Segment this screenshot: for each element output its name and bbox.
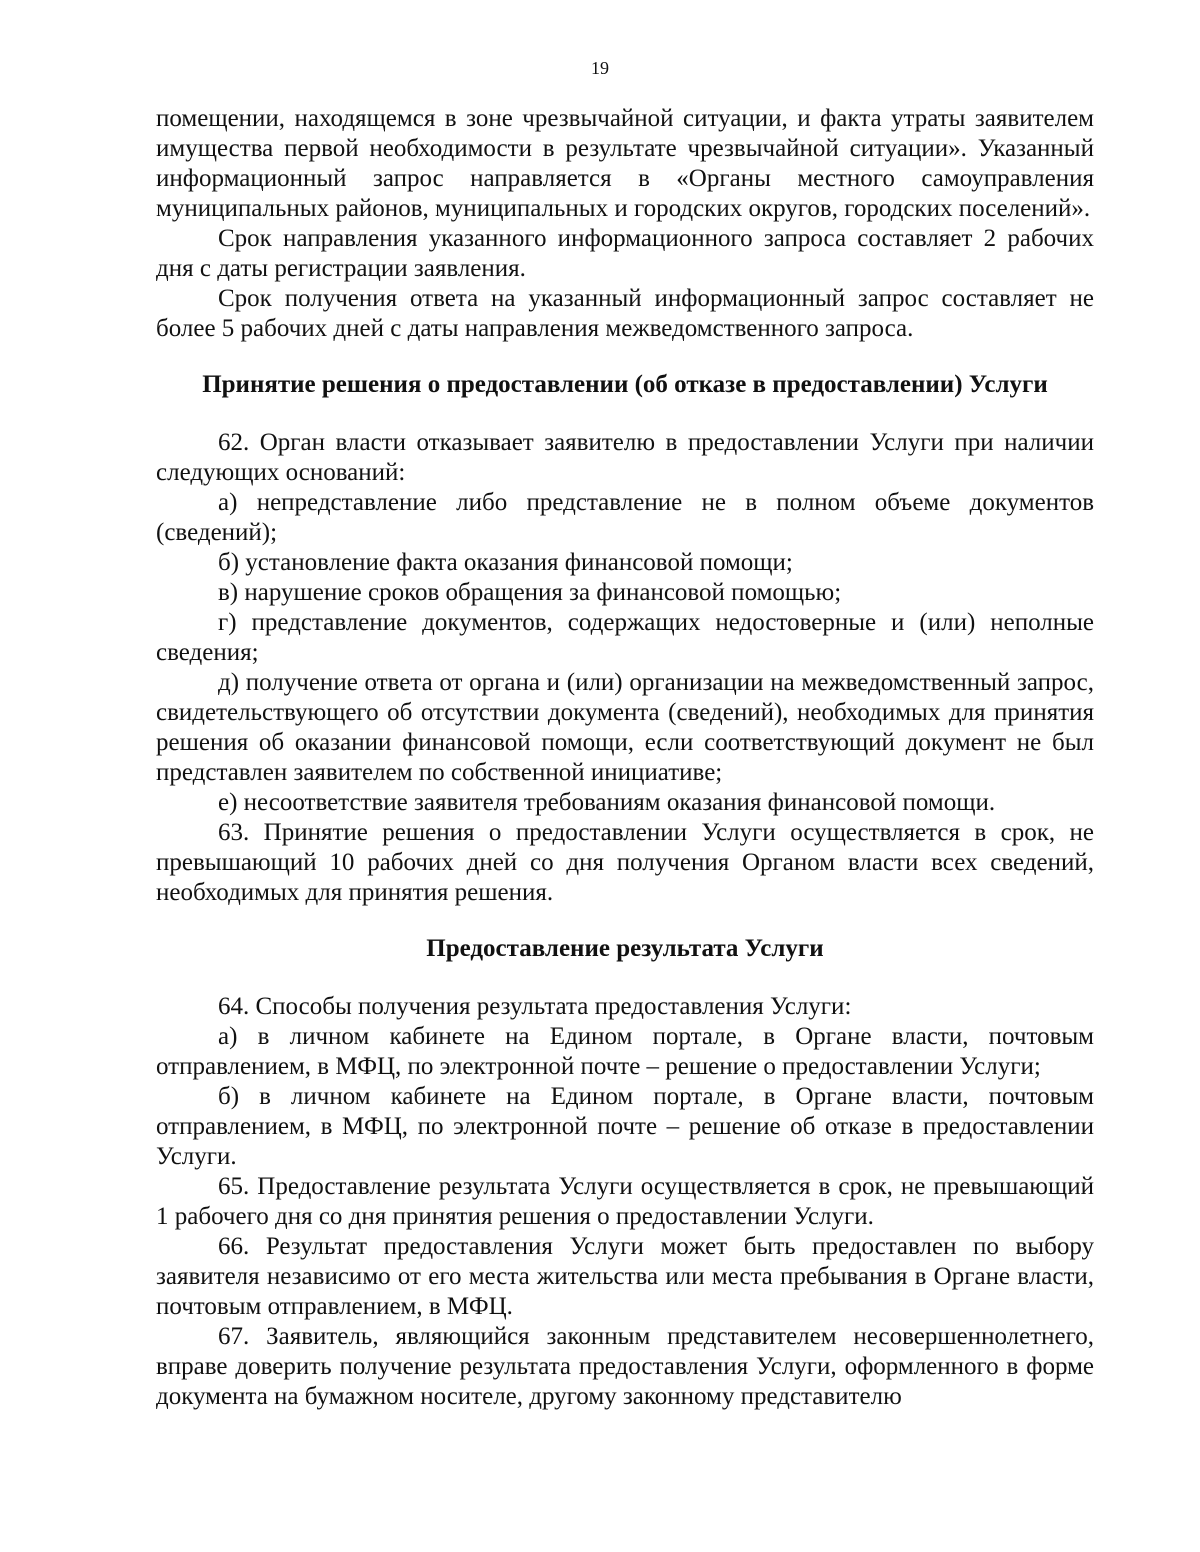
list-item: а) непредставление либо представление не в полном объеме документов (сведений);	[156, 489, 1094, 546]
paragraph: помещении, находящемся в зоне чрезвычайной ситуации, и факта утраты заявителем имущества первой необходимости в результате чрезвычайной ситуации». Указанный информационный запрос направляется в «Органы местного самоуправления муниципальных районов, муниципальных и городских округов, городских поселений».	[156, 105, 1094, 222]
list-item: б) в личном кабинете на Едином портале, в Органе власти, почтовым отправлением, в МФЦ, по электронной почте – решение об отказе в предоставлении Услуги.	[156, 1083, 1094, 1170]
list-item: е) несоответствие заявителя требованиям оказания финансовой помощи.	[218, 789, 996, 816]
section-heading: Принятие решения о предоставлении (об отказе в предоставлении) Услуги	[202, 371, 1048, 398]
paragraph: 63. Принятие решения о предоставлении Услуги осуществляется в срок, не превышающий 10 рабочих дней со дня получения Органом власти всех сведений, необходимых для принятия решения.	[156, 819, 1094, 906]
paragraph: 65. Предоставление результата Услуги осуществляется в срок, не превышающий 1 рабочего дня со дня принятия решения о предоставлении Услуги.	[156, 1173, 1094, 1230]
paragraph: 66. Результат предоставления Услуги может быть предоставлен по выбору заявителя независимо от его места жительства или места пребывания в Органе власти, почтовым отправлением, в МФЦ.	[156, 1233, 1094, 1320]
list-item: б) установление факта оказания финансовой помощи;	[218, 549, 793, 576]
list-item: г) представление документов, содержащих недостоверные и (или) неполные сведения;	[156, 609, 1094, 666]
page-number: 19	[591, 58, 609, 78]
list-item: в) нарушение сроков обращения за финансовой помощью;	[218, 579, 842, 606]
paragraph: Срок направления указанного информационного запроса составляет 2 рабочих дня с даты регистрации заявления.	[156, 225, 1094, 282]
paragraph: Срок получения ответа на указанный информационный запрос составляет не более 5 рабочих дней с даты направления межведомственного запроса.	[156, 285, 1094, 342]
list-item: а) в личном кабинете на Едином портале, в Органе власти, почтовым отправлением, в МФЦ, по электронной почте – решение о предоставлении Услуги;	[156, 1023, 1094, 1080]
document-body	[156, 104, 1094, 1412]
paragraph: 64. Способы получения результата предоставления Услуги:	[218, 993, 852, 1020]
section-heading: Предоставление результата Услуги	[426, 935, 824, 962]
paragraph: 62. Орган власти отказывает заявителю в предоставлении Услуги при наличии следующих оснований:	[156, 429, 1094, 486]
list-item: д) получение ответа от органа и (или) организации на межведомственный запрос, свидетельствующего об отсутствии документа (сведений), необходимых для принятия решения об оказании финансовой помощи, если соответствующий документ не был представлен заявителем по собственной инициативе;	[156, 669, 1094, 786]
paragraph: 67. Заявитель, являющийся законным представителем несовершеннолетнего, вправе доверить получение результата предоставления Услуги, оформленного в форме документа на бумажном носителе, другому законному представителю	[156, 1323, 1094, 1410]
